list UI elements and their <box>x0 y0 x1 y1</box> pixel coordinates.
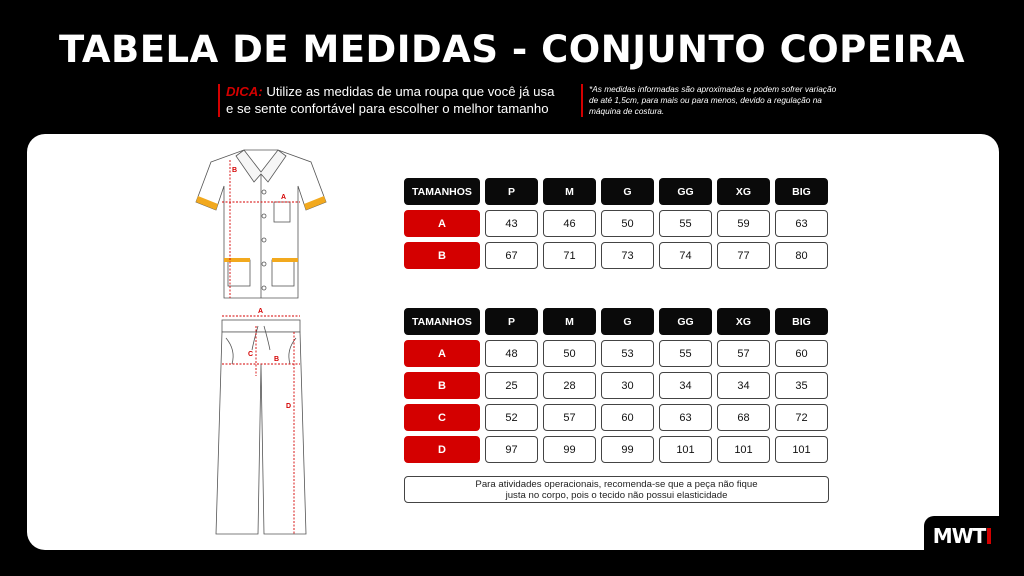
pants-label-c: C <box>248 351 254 358</box>
garment-illustration <box>186 142 336 542</box>
row-label: A <box>404 210 480 237</box>
pants-size-g: G <box>601 308 654 335</box>
pants-label-d: D <box>286 403 292 410</box>
disclaimer-note: *As medidas informadas são aproximadas e podem sofrer variação de até 1,5cm, para mais ou para menos, devido a regulação na máquina de costura. <box>581 84 841 117</box>
table-row <box>404 436 833 463</box>
table-cell: 60 <box>601 404 654 431</box>
pants-size-xg: XG <box>717 308 770 335</box>
table-cell: 28 <box>543 372 596 399</box>
table-cell: 101 <box>775 436 828 463</box>
row-label: C <box>404 404 480 431</box>
table-cell: 60 <box>775 340 828 367</box>
table-cell: 63 <box>775 210 828 237</box>
shirt-size-m: M <box>543 178 596 205</box>
table-cell: 55 <box>659 340 712 367</box>
table-cell: 80 <box>775 242 828 269</box>
pants-size-m: M <box>543 308 596 335</box>
table-cell: 30 <box>601 372 654 399</box>
table-cell: 72 <box>775 404 828 431</box>
table-cell: 57 <box>717 340 770 367</box>
shirt-label-b: B <box>232 167 238 174</box>
pants-header-row <box>404 308 833 335</box>
table-cell: 77 <box>717 242 770 269</box>
shirt-size-gg: GG <box>659 178 712 205</box>
row-label: A <box>404 340 480 367</box>
pants-size-p: P <box>485 308 538 335</box>
table-row <box>404 372 833 399</box>
row-label: B <box>404 242 480 269</box>
shirt-header-row <box>404 178 833 205</box>
table-cell: 97 <box>485 436 538 463</box>
table-cell: 57 <box>543 404 596 431</box>
logo-accent-bar <box>987 528 991 544</box>
row-label: D <box>404 436 480 463</box>
table-row <box>404 340 833 367</box>
shirt-header-label: TAMANHOS <box>404 178 480 205</box>
recommendation-note: Para atividades operacionais, recomenda-se que a peça não fique justa no corpo, pois o tecido não possui elasticidade <box>404 476 829 503</box>
shirt-size-g: G <box>601 178 654 205</box>
tip-label: DICA: <box>226 84 263 99</box>
pants-drawing <box>216 320 306 534</box>
pants-size-gg: GG <box>659 308 712 335</box>
pants-label-a: A <box>258 308 264 315</box>
table-cell: 63 <box>659 404 712 431</box>
shirt-size-xg: XG <box>717 178 770 205</box>
pants-size-big: BIG <box>775 308 828 335</box>
row-label: B <box>404 372 480 399</box>
table-cell: 50 <box>601 210 654 237</box>
table-cell: 34 <box>659 372 712 399</box>
table-cell: 99 <box>601 436 654 463</box>
table-cell: 35 <box>775 372 828 399</box>
shirt-size-table <box>404 178 833 274</box>
table-cell: 52 <box>485 404 538 431</box>
shirt-label-a: A <box>281 194 287 201</box>
page-title: TABELA DE MEDIDAS - CONJUNTO COPEIRA <box>59 28 965 71</box>
table-cell: 46 <box>543 210 596 237</box>
pants-label-b: B <box>274 356 280 363</box>
table-cell: 101 <box>659 436 712 463</box>
table-cell: 55 <box>659 210 712 237</box>
table-row <box>404 242 833 269</box>
table-cell: 48 <box>485 340 538 367</box>
tip-block <box>218 84 564 117</box>
pants-size-table <box>404 308 833 468</box>
tip-text: Utilize as medidas de uma roupa que você já usa e se sente confortável para escolher o melhor tamanho <box>226 84 555 116</box>
table-row <box>404 210 833 237</box>
table-cell: 74 <box>659 242 712 269</box>
table-cell: 71 <box>543 242 596 269</box>
table-cell: 25 <box>485 372 538 399</box>
table-cell: 99 <box>543 436 596 463</box>
logo-text: MWT <box>932 524 986 548</box>
table-cell: 67 <box>485 242 538 269</box>
table-cell: 43 <box>485 210 538 237</box>
table-cell: 34 <box>717 372 770 399</box>
pants-header-label: TAMANHOS <box>404 308 480 335</box>
brand-logo <box>924 516 1000 556</box>
shirt-size-p: P <box>485 178 538 205</box>
table-row <box>404 404 833 431</box>
table-cell: 73 <box>601 242 654 269</box>
table-cell: 53 <box>601 340 654 367</box>
table-cell: 50 <box>543 340 596 367</box>
table-cell: 101 <box>717 436 770 463</box>
shirt-drawing <box>196 150 326 298</box>
shirt-size-big: BIG <box>775 178 828 205</box>
table-cell: 68 <box>717 404 770 431</box>
table-cell: 59 <box>717 210 770 237</box>
